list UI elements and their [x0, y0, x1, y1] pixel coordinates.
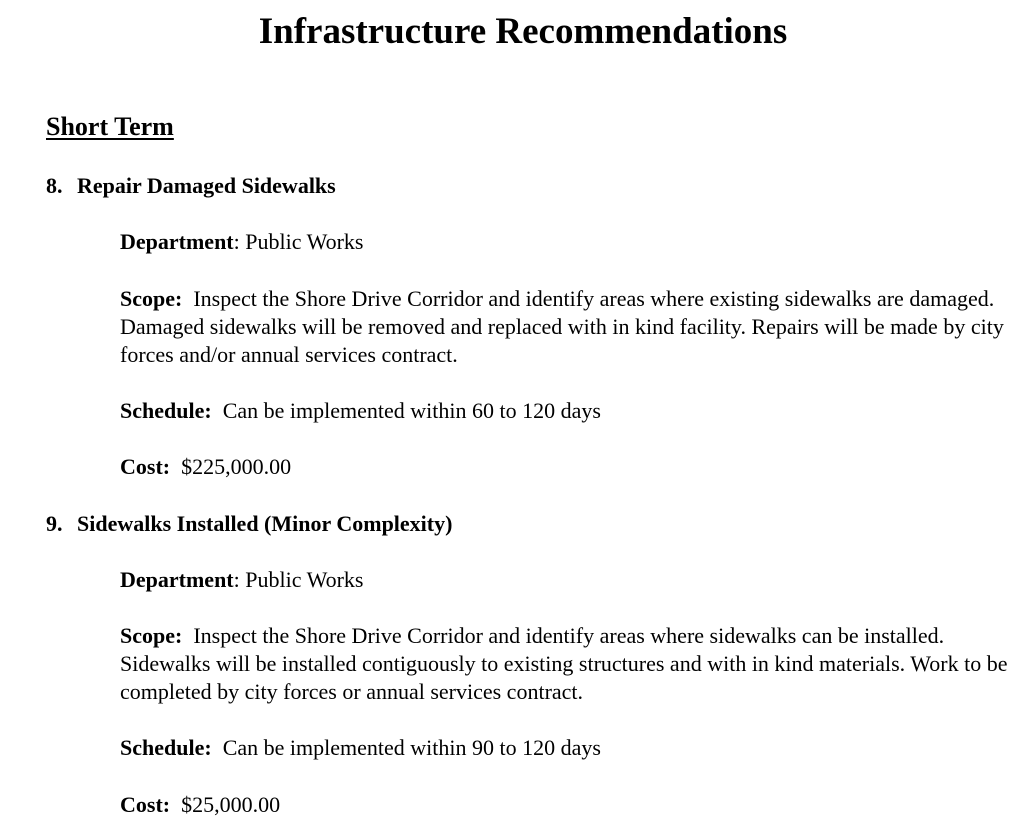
item-title-text: Sidewalks Installed (Minor Complexity) [77, 511, 453, 536]
item-title-text: Repair Damaged Sidewalks [77, 173, 336, 198]
item-number: 9. [46, 511, 63, 536]
item-department [120, 228, 1010, 256]
schedule-label: Schedule: [120, 735, 212, 760]
department-value: Public Works [245, 567, 364, 592]
section-heading-short-term: Short Term [46, 112, 174, 141]
item-schedule [120, 397, 1010, 425]
cost-label: Cost: [120, 792, 171, 817]
department-label: Department [120, 567, 234, 592]
item-cost [120, 453, 1010, 481]
cost-value: $25,000.00 [181, 792, 281, 817]
scope-label: Scope: [120, 286, 183, 311]
department-separator: : [233, 229, 240, 254]
department-value: Public Works [245, 229, 364, 254]
department-separator: : [233, 567, 240, 592]
page-title: Infrastructure Recommendations [258, 11, 788, 52]
item-title-repair-damaged-sidewalks [46, 172, 336, 200]
item-number: 8. [46, 173, 63, 198]
item-scope [120, 622, 1010, 706]
schedule-label: Schedule: [120, 398, 212, 423]
scope-label: Scope: [120, 623, 183, 648]
schedule-value: Can be implemented within 60 to 120 days [222, 398, 601, 423]
schedule-value: Can be implemented within 90 to 120 days [222, 735, 601, 760]
item-schedule [120, 734, 1010, 762]
item-department [120, 566, 1010, 594]
item-scope [120, 285, 1010, 369]
item-cost [120, 791, 1010, 819]
cost-label: Cost: [120, 454, 171, 479]
scope-value: Inspect the Shore Drive Corridor and identify areas where sidewalks can be installed. Sidewalks will be installed contiguously to existing structures and with in kind materials. Work to be completed by city forces or annual services contract. [120, 623, 1008, 704]
item-title-sidewalks-installed [46, 510, 452, 538]
scope-value: Inspect the Shore Drive Corridor and identify areas where existing sidewalks are damaged. Damaged sidewalks will be removed and replaced with in kind facility. Repairs will be made by city forces and/or annual services contract. [120, 286, 1004, 367]
department-label: Department [120, 229, 234, 254]
cost-value: $225,000.00 [181, 454, 292, 479]
